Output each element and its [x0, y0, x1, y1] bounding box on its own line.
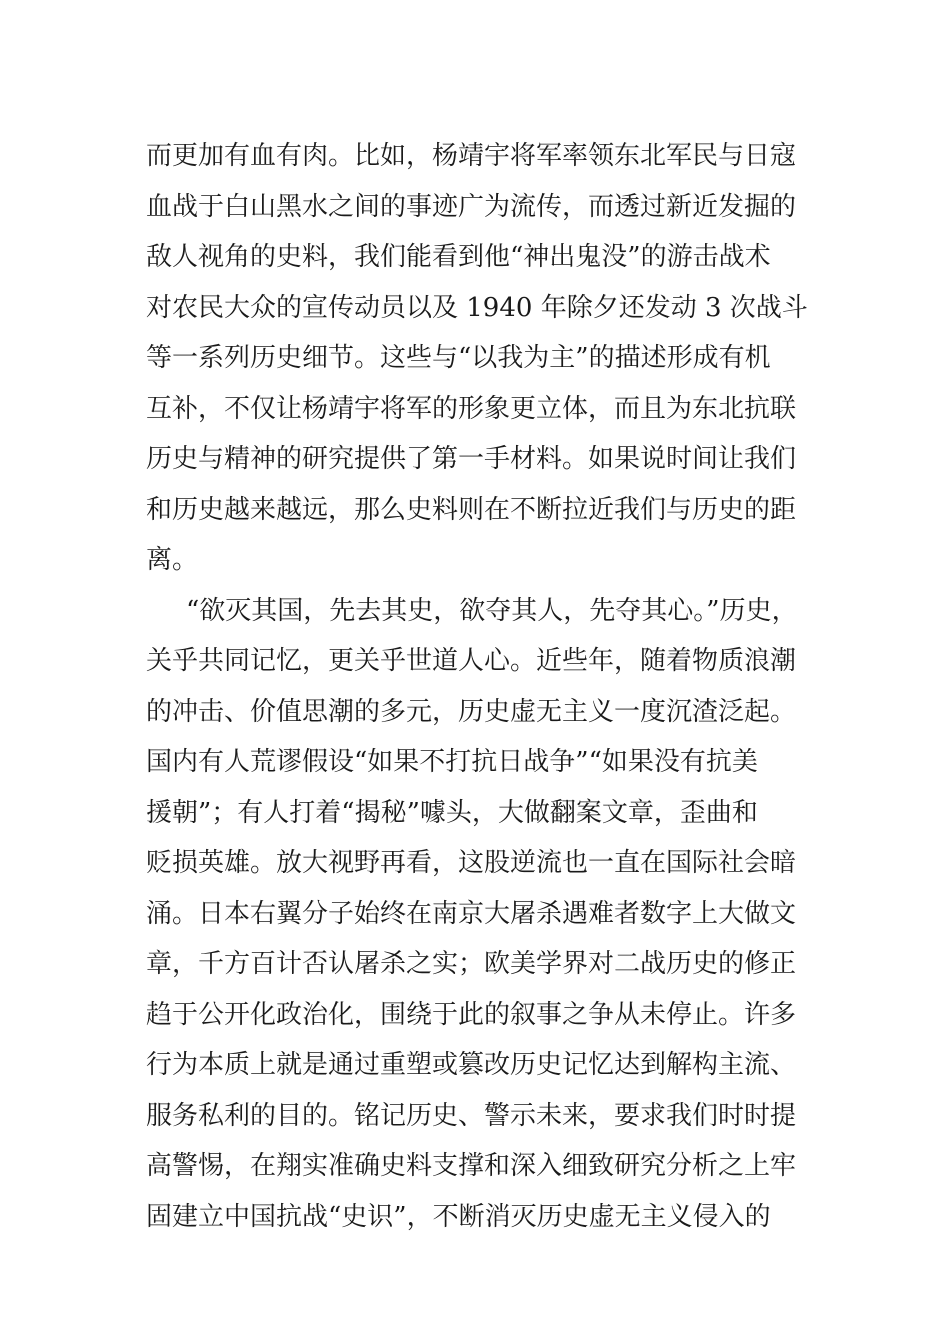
paragraph-1 [146, 131, 846, 586]
text-line: 和历史越来越远，那么史料则在不断拉近我们与历史的距 [146, 494, 797, 525]
text-line: 援朝”；有人打着“揭秘”噱头，大做翻案文章，歪曲和 [146, 797, 758, 828]
text-line: 关乎共同记忆，更关乎世道人心。近些年，随着物质浪潮 [146, 646, 797, 676]
body-text [146, 131, 846, 1242]
text-line-indented: “欲灭其国，先去其史，欲夺其人，先夺其心。”历史， [186, 595, 798, 626]
text-line: 历史与精神的研究提供了第一手材料。如果说时间让我们 [146, 444, 797, 474]
text-line: 的冲击、价值思潮的多元，历史虚无主义一度沉渣泛起。 [146, 696, 797, 727]
text-line: 涌。日本右翼分子始终在南京大屠杀遇难者数字上大做文 [146, 898, 797, 929]
text-line: 等一系列历史细节。这些与“以我为主”的描述形成有机 [146, 343, 771, 373]
text-line: 高警惕，在翔实准确史料支撑和深入细致研究分析之上牢 [146, 1151, 797, 1181]
text-line: 敌人视角的史料，我们能看到他“神出鬼没”的游击战术 [146, 242, 771, 272]
text-line: 互补，不仅让杨靖宇将军的形象更立体，而且为东北抗联 [146, 393, 797, 424]
text-line: 国内有人荒谬假设“如果不打抗日战争”“如果没有抗美 [146, 747, 758, 777]
text-line: 趋于公开化政治化，围绕于此的叙事之争从未停止。许多 [146, 999, 797, 1030]
text-line: 血战于白山黑水之间的事迹广为流传，而透过新近发掘的 [146, 191, 797, 222]
text-line: 对农民大众的宣传动员以及 1940 年除夕还发动 3 次战斗 [146, 292, 808, 323]
text-line: 离。 [146, 545, 199, 575]
text-line: 行为本质上就是通过重塑或篡改历史记忆达到解构主流、 [146, 1050, 797, 1080]
text-line: 贬损英雄。放大视野再看，这股逆流也一直在国际社会暗 [146, 848, 797, 878]
text-line: 而更加有血有肉。比如，杨靖宇将军率领东北军民与日寇 [146, 141, 797, 171]
text-line: 章，千方百计否认屠杀之实；欧美学界对二战历史的修正 [146, 949, 797, 979]
text-line: 固建立中国抗战“史识”，不断消灭历史虚无主义侵入的 [146, 1201, 771, 1232]
text-line: 服务私利的目的。铭记历史、警示未来，要求我们时时提 [146, 1100, 797, 1131]
paragraph-2 [146, 586, 846, 1243]
